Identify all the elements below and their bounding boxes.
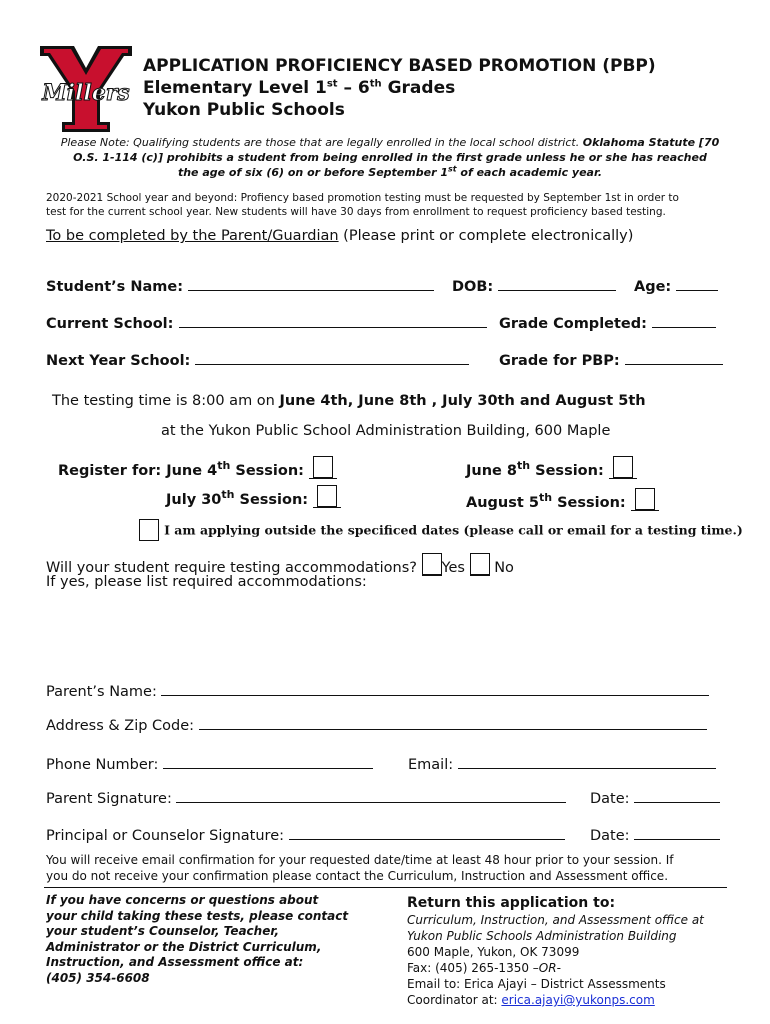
email-field[interactable]: Email: bbox=[408, 754, 716, 773]
grade-for-pbp-field[interactable]: Grade for PBP: bbox=[499, 350, 723, 369]
parent-date-field[interactable]: Date: bbox=[590, 788, 720, 807]
accommodations-yes-checkbox[interactable] bbox=[422, 553, 442, 575]
student-name-field[interactable]: Student’s Name: bbox=[46, 276, 434, 295]
policy-line-1: 2020-2021 School year and beyond: Profiency based promotion testing must be requested by September 1st in order to bbox=[46, 192, 679, 204]
accommodations-list-label: If yes, please list required accommodations: bbox=[46, 574, 367, 590]
grade-completed-field[interactable]: Grade Completed: bbox=[499, 313, 716, 332]
testing-dates: The testing time is 8:00 am on June 4th, June 8th , July 30th and August 5th bbox=[52, 393, 646, 409]
june-4-checkbox[interactable] bbox=[313, 456, 333, 478]
district-name: Yukon Public Schools bbox=[143, 100, 345, 120]
eligibility-note: Please Note: Qualifying students are those that are legally enrolled in the local school district. Oklahoma Statute [70 O.S. 1-114 (c)] prohibits a student from being enrolled in the first grade unless he or she has reached the age of six (6) on or before September 1st of each academic year. bbox=[60, 136, 720, 179]
parent-signature-field[interactable]: Parent Signature: bbox=[46, 788, 566, 807]
register-june-4: Register for: June 4th Session: bbox=[58, 456, 337, 479]
july-30-checkbox[interactable] bbox=[317, 485, 337, 507]
principal-signature-field[interactable]: Principal or Counselor Signature: bbox=[46, 825, 565, 844]
policy-line-2: test for the current school year. New students will have 30 days from enrollment to request proficiency based testing. bbox=[46, 206, 666, 218]
register-july-30: July 30th Session: bbox=[166, 485, 341, 508]
section-heading: To be completed by the Parent/Guardian (Please print or complete electronically) bbox=[46, 228, 634, 244]
grade-level-title: Elementary Level 1st – 6th Grades bbox=[143, 78, 456, 98]
testing-location: at the Yukon Public School Administration Building, 600 Maple bbox=[161, 423, 611, 439]
concerns-block: If you have concerns or questions about your child taking these tests, please contact your student’s Counselor, Teacher, Administrator or the District Curriculum, Instruction, and Assessment office at: (405) 354-6608 bbox=[46, 893, 349, 985]
logo-script: Millers bbox=[42, 80, 130, 106]
accommodations-question: Will your student require testing accommodations? Yes No bbox=[46, 553, 514, 576]
return-block: Return this application to: Curriculum, Instruction, and Assessment office at Yukon Public Schools Administration Building 600 Maple, Yukon, OK 73099 Fax: (405) 265-1350 –OR- Email to: Erica Ajayi – District Assessments Coordinator at: erica.ajayi@yukonps.com bbox=[407, 895, 704, 1007]
yukon-millers-logo bbox=[38, 44, 134, 134]
address-zip-field[interactable]: Address & Zip Code: bbox=[46, 715, 707, 734]
dob-field[interactable]: DOB: bbox=[452, 276, 616, 295]
page-title: APPLICATION PROFICIENCY BASED PROMOTION (PBP) bbox=[143, 56, 656, 76]
register-june-8: June 8th Session: bbox=[466, 456, 637, 479]
age-field[interactable]: Age: bbox=[634, 276, 718, 295]
outside-dates-option: I am applying outside the specificed dates (please call or email for a testing time.) bbox=[139, 519, 743, 541]
accommodations-no-checkbox[interactable] bbox=[470, 553, 490, 575]
divider bbox=[44, 887, 727, 888]
outside-dates-checkbox[interactable] bbox=[139, 519, 159, 541]
current-school-field[interactable]: Current School: bbox=[46, 313, 487, 332]
confirmation-line-1: You will receive email confirmation for your requested date/time at least 48 hour prior to your session. If bbox=[46, 853, 674, 867]
june-8-checkbox[interactable] bbox=[613, 456, 633, 478]
return-heading: Return this application to: bbox=[407, 895, 616, 911]
next-year-school-field[interactable]: Next Year School: bbox=[46, 350, 469, 369]
august-5-checkbox[interactable] bbox=[635, 488, 655, 510]
principal-date-field[interactable]: Date: bbox=[590, 825, 720, 844]
coordinator-email-link[interactable]: erica.ajayi@yukonps.com bbox=[501, 993, 655, 1007]
confirmation-line-2: you do not receive your confirmation please contact the Curriculum, Instruction and Assessment office. bbox=[46, 869, 669, 883]
parent-name-field[interactable]: Parent’s Name: bbox=[46, 681, 709, 700]
register-august-5: August 5th Session: bbox=[466, 488, 659, 511]
phone-number-field[interactable]: Phone Number: bbox=[46, 754, 373, 773]
